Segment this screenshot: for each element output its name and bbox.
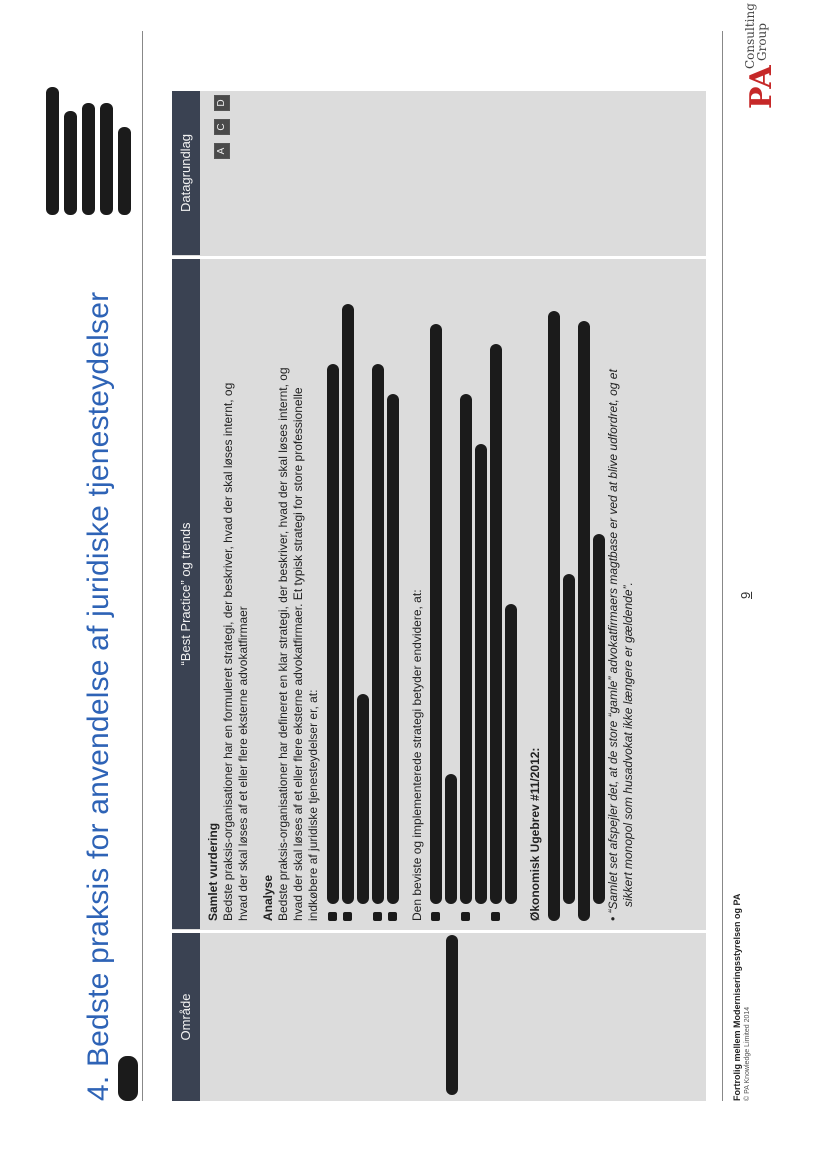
- data-source-badges: [214, 95, 230, 159]
- redacted-bullet: [340, 265, 355, 921]
- decor-bar-2: [64, 111, 77, 215]
- badge-d: D: [214, 95, 230, 111]
- samlet-text: hvad der skal løses af et eller flere eksterne advokatfirmaer: [236, 606, 250, 921]
- strategy-text: Den beviste og implementerede strategi betyder endvidere, at:: [410, 589, 424, 921]
- redacted-bullet: [503, 265, 518, 921]
- analyse-heading: Analyse: [261, 874, 275, 921]
- copyright-note: © PA Knowledge Limited 2014: [744, 1006, 751, 1101]
- footer: [732, 894, 751, 1101]
- samlet-text: Bedste praksis-organisationer har en formuleret strategi, der beskriver, hvad der skal løses internt, og: [221, 382, 235, 921]
- pa-logo-mark: PA: [744, 65, 779, 109]
- badge-c: C: [214, 119, 230, 135]
- badge-a: A: [214, 143, 230, 159]
- column-separator: [172, 256, 706, 259]
- redacted-bullet: [325, 265, 340, 921]
- redacted-bullet: [355, 265, 370, 921]
- confidential-note: Fortrolig mellem Moderniseringsstyrelsen og PA: [732, 893, 742, 1101]
- header-datagrundlag: Datagrundlag: [172, 91, 200, 255]
- redacted-bullet: [473, 265, 488, 921]
- analyse-text: indkøbere af juridiske tjenesteydelser er, at:: [306, 689, 320, 921]
- header-area: Område: [172, 933, 200, 1101]
- decor-bar-1: [46, 87, 59, 215]
- pa-logo-text: [744, 3, 768, 69]
- title-redaction: [118, 1056, 138, 1101]
- samlet-heading: Samlet vurdering: [206, 822, 220, 921]
- decor-bar-4: [100, 103, 113, 215]
- bottom-rule: [722, 31, 723, 1101]
- ugebrev-heading: Økonomisk Ugebrev #11/2012:: [528, 747, 542, 921]
- page-number: 9: [738, 591, 753, 599]
- redacted-bullet: [488, 265, 503, 921]
- redacted-bullet: [385, 265, 400, 921]
- area-redaction: [446, 935, 458, 1095]
- top-rule: [142, 31, 143, 1101]
- logo-line-1: Consulting: [743, 3, 757, 69]
- quote-text: • “Samlet set afspejler det, at de store “gamle” advokatfirmaers magtbase er ved at blive udfordret, og et: [606, 369, 620, 921]
- quote-text: sikkert monopol som husadvokat ikke længere er gældende”.: [621, 582, 635, 907]
- page-title: 4. Bedste praksis for anvendelse af juridiske tjenesteydelser: [82, 291, 115, 1101]
- logo-line-2: Group: [755, 23, 769, 61]
- best-practice-content: [206, 265, 636, 921]
- redacted-bullet: [370, 265, 385, 921]
- decor-bar-5: [118, 127, 131, 215]
- column-separator: [172, 930, 706, 933]
- redacted-bullet: [443, 265, 458, 921]
- decor-bar-3: [82, 103, 95, 215]
- analyse-text: Bedste praksis-organisationer har defineret en klar strategi, der beskriver, hvad der skal løses internt, og: [276, 367, 290, 921]
- redacted-bullet: [561, 265, 576, 921]
- redacted-bullet: [591, 265, 606, 921]
- header-best-practice: “Best Practice” og trends: [172, 259, 200, 929]
- redacted-bullet: [576, 265, 591, 921]
- redacted-bullet: [458, 265, 473, 921]
- redacted-bullet: [428, 265, 443, 921]
- analyse-text: hvad der skal løses af et eller flere eksterne advokatfirmaer. Et typisk strategi for store professionelle: [291, 387, 305, 921]
- redacted-bullet: [546, 265, 561, 921]
